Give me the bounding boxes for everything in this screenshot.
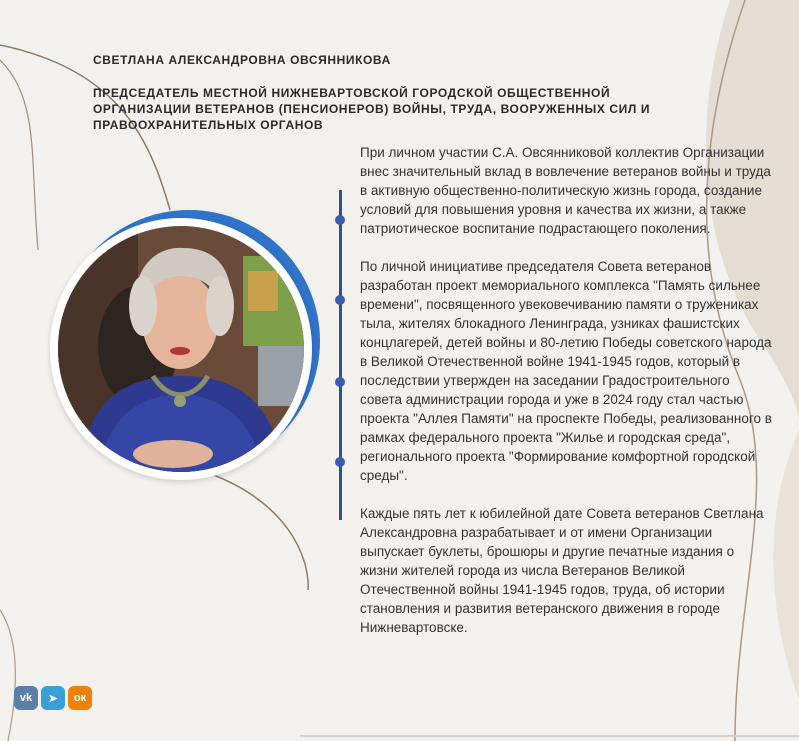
portrait-frame — [50, 210, 320, 480]
vk-icon[interactable]: vk — [14, 686, 38, 710]
person-position: ПРЕДСЕДАТЕЛЬ МЕСТНОЙ НИЖНЕВАРТОВСКОЙ ГОРОДСКОЙ ОБЩЕСТВЕННОЙ ОРГАНИЗАЦИИ ВЕТЕРАНОВ (ПЕНСИОНЕРОВ) ВОЙНЫ, ТРУДА, ВООРУЖЕННЫХ СИЛ И ПРАВООХРАНИТЕЛЬНЫХ ОРГАНОВ — [93, 86, 651, 132]
timeline-dot — [335, 295, 345, 305]
timeline-dot — [335, 377, 345, 387]
timeline-dot — [335, 215, 345, 225]
timeline-line — [339, 190, 342, 520]
person-name: СВЕТЛАНА АЛЕКСАНДРОВНА ОВСЯННИКОВА — [93, 53, 391, 67]
telegram-icon[interactable]: ➤ — [41, 686, 65, 710]
portrait-photo — [58, 226, 304, 472]
biography-text — [360, 143, 775, 656]
timeline-dot — [335, 457, 345, 467]
paragraph: По личной инициативе председателя Совета ветеранов разработан проект мемориального комплекса "Память сильнее времени", посвященного увековечиванию памяти о тружениках тыла, жителях блокадного Ленинграда, узниках фашистских концлагерей, детей войны и 80-летию Победы советского народа в Великой Отечественной войне 1941-1945 годов, который в последствии утвержден на заседании Градостроительного совета администрации города и уже в 2024 году стал частью проекта "Аллея Памяти" на проспекте Победы, реализованного в рамках федерального проекта "Жилье и городская среда", регионального проекта "Формирование комфортной городской среды". — [360, 259, 772, 483]
paragraph: При личном участии С.А. Овсянниковой коллектив Организации внес значительный вклад в вовлечение ветеранов войны и труда в активную общественно-политическую жизнь города, создание условий для повышения уровня и качества их жизни, а также патриотическое воспитание подрастающего поколения. — [360, 145, 771, 236]
odnoklassniki-icon[interactable]: ок — [68, 686, 92, 710]
paragraph: Каждые пять лет к юбилейной дате Совета ветеранов Светлана Александровна разрабатывает и от имени Организации выпускает буклеты, брошюры и другие печатные издания о жизни жителей города из числа Ветеранов Великой Отечественной войны 1941-1945 годов, труда, об истории становления и развития ветеранского движения в городе Нижневартовске. — [360, 506, 764, 635]
